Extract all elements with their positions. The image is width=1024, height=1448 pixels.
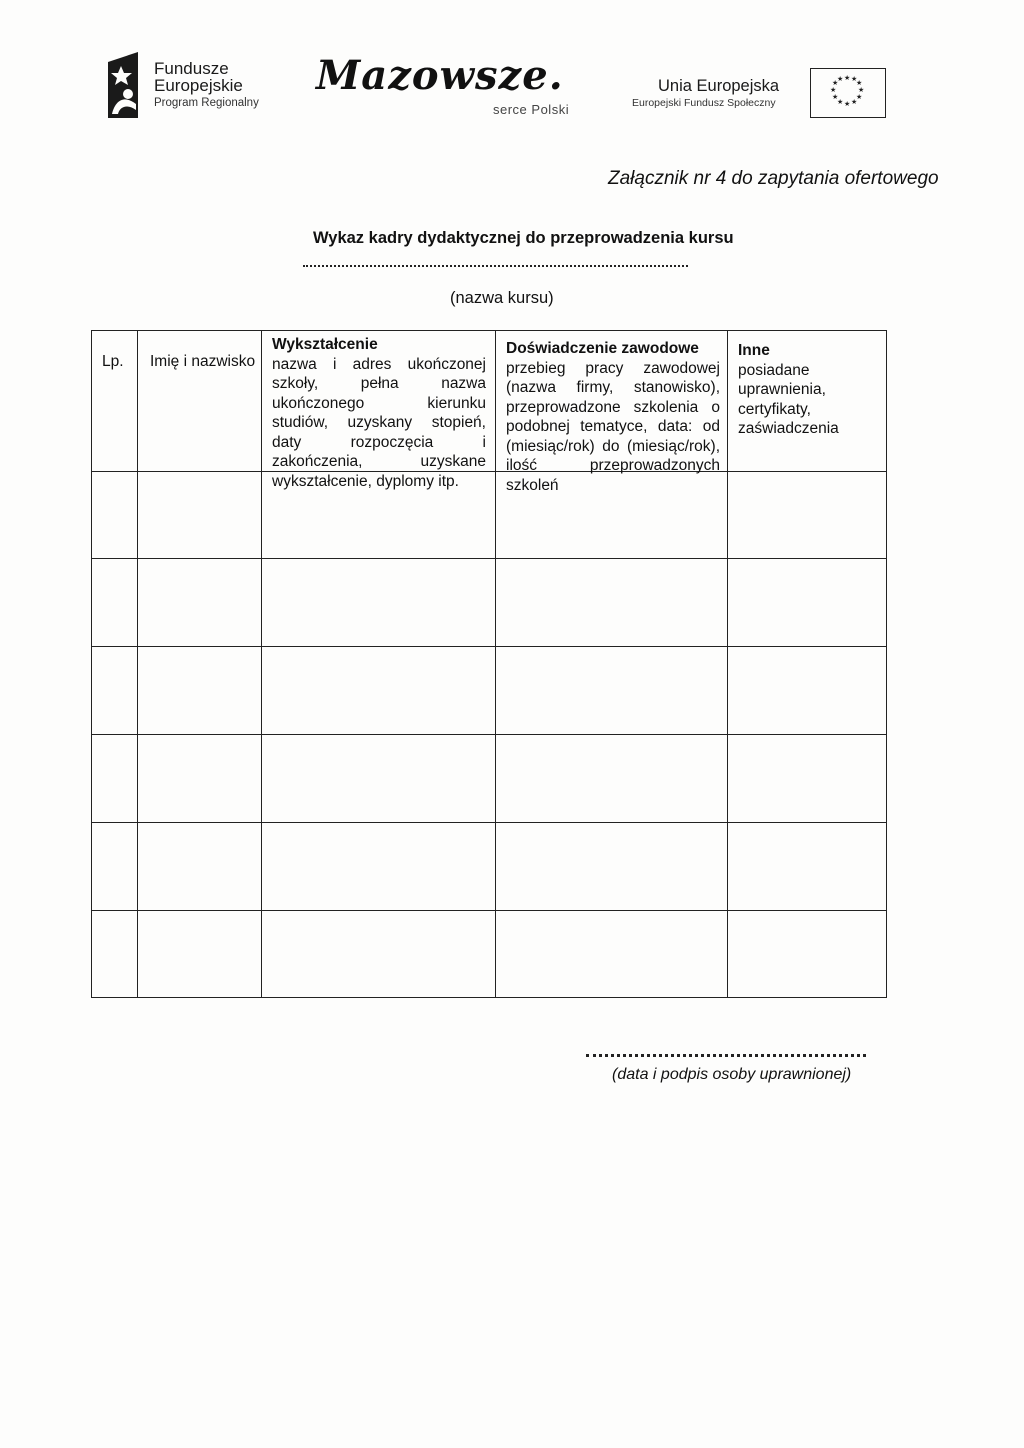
svg-text:★: ★ xyxy=(858,86,865,94)
header-experience-title: Doświadczenie zawodowe xyxy=(506,340,699,357)
table-row[interactable] xyxy=(92,559,886,646)
svg-text:★: ★ xyxy=(832,93,839,101)
europejskie-title: Europejskie xyxy=(154,76,243,95)
svg-text:★: ★ xyxy=(856,93,863,101)
table-row[interactable] xyxy=(92,911,886,997)
efs-subtitle: Europejski Fundusz Społeczny xyxy=(632,97,776,109)
table-row[interactable] xyxy=(92,823,886,910)
svg-text:★: ★ xyxy=(851,75,858,83)
eu-flag-icon xyxy=(810,68,886,118)
unia-europejska-title: Unia Europejska xyxy=(658,77,780,95)
header-other-title: Inne xyxy=(738,342,770,359)
course-name-caption: (nazwa kursu) xyxy=(450,289,554,307)
header-education xyxy=(272,335,486,491)
header-experience-description: przebieg pracy zawodowej (nazwa firmy, stanowisko), przeprowadzone szkolenia o podobnej tematyce, data: od (miesiąc/rok) do (miesiąc/rok), ilość przeprowadzonych szkoleń xyxy=(506,359,720,494)
svg-text:★: ★ xyxy=(832,79,839,87)
signature-fill-line xyxy=(586,1048,866,1057)
table-row[interactable] xyxy=(92,735,886,822)
svg-text:★: ★ xyxy=(837,98,844,106)
svg-text:★: ★ xyxy=(844,100,851,108)
program-regionalny-label: Program Regionalny xyxy=(154,97,259,109)
signature-caption: (data i podpis osoby uprawnionej) xyxy=(612,1066,852,1083)
header-lp xyxy=(102,352,124,372)
svg-text:★: ★ xyxy=(830,86,837,94)
mazowsze-subtitle: serce Polski xyxy=(493,102,570,117)
header-education-description: nazwa i adres ukończonej szkoły, pełna nazwa ukończonego kierunku studiów, uzyskany stopień, daty rozpoczęcia i zakończenia, uzyskane wykształcenie, dyplomy itp. xyxy=(272,355,486,490)
mazowsze-wordmark: Mazowsze. xyxy=(316,52,564,99)
header-name xyxy=(150,352,255,372)
svg-text:★: ★ xyxy=(856,79,863,87)
document-title: Wykaz kadry dydaktycznej do przeprowadzenia kursu xyxy=(313,229,734,247)
svg-text:★: ★ xyxy=(844,74,851,82)
header-name-label: Imię i nazwisko xyxy=(150,353,256,370)
header-lp-label: Lp. xyxy=(102,353,124,370)
fundusze-title: Fundusze xyxy=(154,59,229,78)
svg-text:★: ★ xyxy=(837,75,844,83)
fundusze-europejskie-logo-icon xyxy=(108,52,142,118)
unia-europejska-logo xyxy=(628,72,888,122)
fundusze-europejskie-logo xyxy=(108,52,278,118)
header-education-title: Wykształcenie xyxy=(272,336,378,353)
header-other-description: posiadane uprawnienia, certyfikaty, zaświadczenia xyxy=(738,361,839,437)
table-row[interactable] xyxy=(92,647,886,734)
header-other xyxy=(738,341,878,439)
course-name-fill-line xyxy=(303,257,688,267)
attachment-label: Załącznik nr 4 do zapytania ofertowego xyxy=(608,168,939,189)
staff-table xyxy=(91,330,887,998)
svg-text:★: ★ xyxy=(851,98,858,106)
mazowsze-logo xyxy=(316,50,586,122)
table-row[interactable] xyxy=(92,472,886,558)
